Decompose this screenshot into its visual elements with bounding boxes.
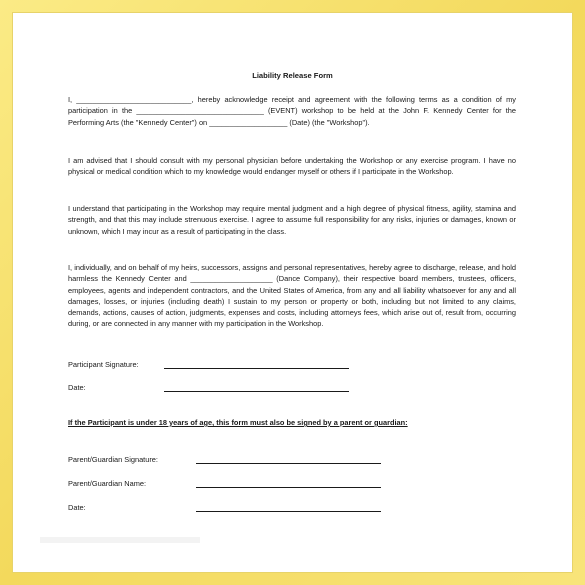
guardian-date-label: Date: <box>68 503 86 512</box>
participant-date-line[interactable] <box>164 391 349 392</box>
guardian-date-line[interactable] <box>196 511 381 512</box>
paragraph-risk: I understand that participating in the Workshop may require mental judgment and a high degree of physical fitness, agility, stamina and strength, and that this may include strenuous exercise. I agree to assume full responsibility for any risks, injuries or damages, known or unknown, which I may incur as a result of participating in the class. <box>68 204 516 236</box>
faint-watermark <box>40 537 200 543</box>
form-title: Liability Release Form <box>252 71 333 80</box>
paragraph-acknowledgement: I, ____________________________, hereby acknowledge receipt and agreement with the following terms as a condition of my participation in the _______________________________ (EVENT) workshop to be held at the John F. Kennedy Center for the Performing Arts (the "Kennedy Center") on ___________________ (Date) (the "Workshop"). <box>68 95 516 127</box>
guardian-signature-line[interactable] <box>196 463 381 464</box>
guardian-name-line[interactable] <box>196 487 381 488</box>
participant-date-label: Date: <box>68 383 86 392</box>
guardian-name-label: Parent/Guardian Name: <box>68 479 147 488</box>
paragraph-medical: I am advised that I should consult with my personal physician before undertaking the Workshop or any exercise program. I have no physical or medical condition which to my knowledge would endanger myself or others if I participate in the Workshop. <box>68 156 516 177</box>
paragraph-release: I, individually, and on behalf of my heirs, successors, assigns and personal representatives, hereby agree to discharge, release, and hold harmless the Kennedy Center and ____________________ (Dance Company), their respective board members, trustees, officers, employees, agents and independent contractors, and the United States of America, from any and all liability whatsoever for any and all damages, losses, or injuries (including death) I sustain to my person or property or both, including but not limited to any claims, demands, actions, causes of action, judgments, expenses and costs, including attorneys fees, which arise out of, result from, occurring during, or are connected in any manner with my participation in the Workshop. <box>68 263 516 329</box>
participant-signature-line[interactable] <box>164 368 349 369</box>
minor-notice: If the Participant is under 18 years of age, this form must also be signed by a parent or guardian: <box>68 418 408 427</box>
guardian-signature-label: Parent/Guardian Signature: <box>68 455 158 464</box>
participant-signature-label: Participant Signature: <box>68 360 139 369</box>
